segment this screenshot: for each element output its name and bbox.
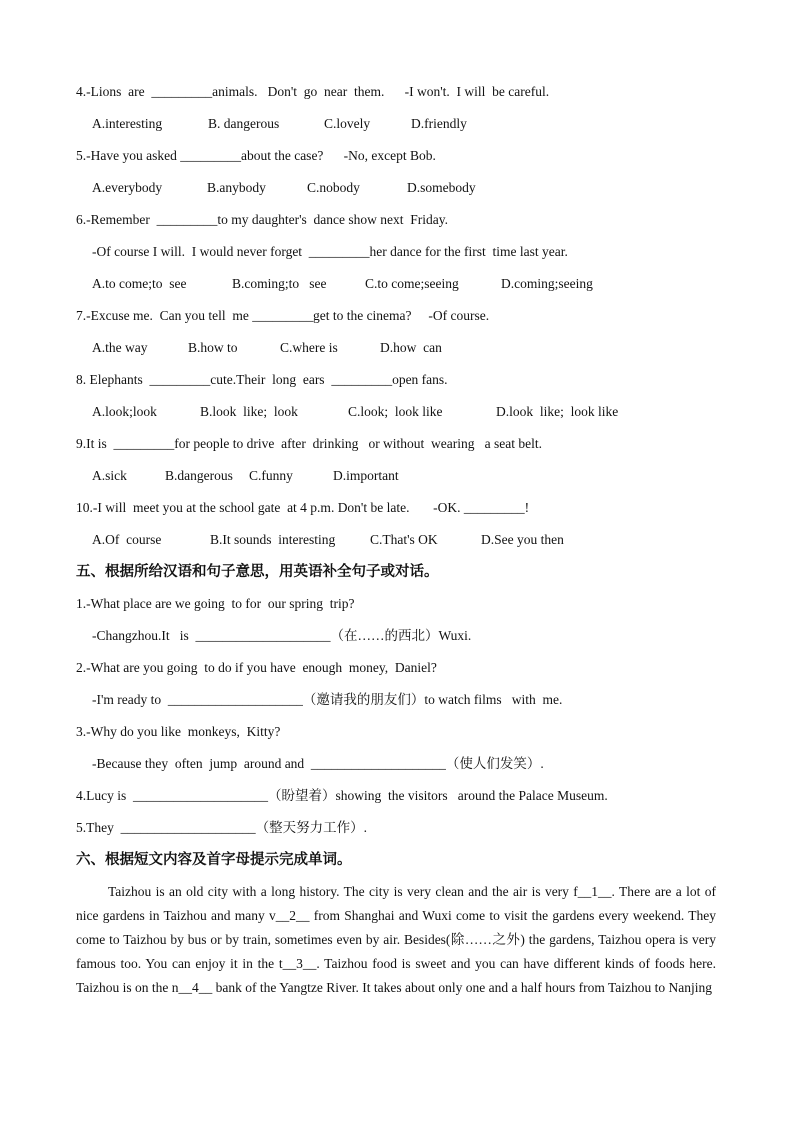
option-B[interactable]: B.how to (188, 340, 238, 355)
question-7-options (76, 332, 716, 364)
option-C[interactable]: C.nobody (307, 180, 360, 195)
question-7-line: 7.-Excuse me. Can you tell me _________get to the cinema? -Of course. (76, 308, 490, 323)
question-6-options (76, 268, 716, 300)
option-A[interactable]: A.to come;to see (92, 276, 187, 291)
section-5-line: -I'm ready to ____________________（邀请我的朋友们）to watch films with me. (92, 692, 563, 707)
option-B[interactable]: B.coming;to see (232, 276, 327, 291)
question-10-line: 10.-I will meet you at the school gate at 4 p.m. Don't be late. -OK. _________! (76, 500, 530, 515)
section-5-line: 5.They ____________________（整天努力工作）. (76, 820, 367, 835)
option-B[interactable]: B.look like; look (200, 404, 298, 419)
option-D[interactable]: D.somebody (407, 180, 476, 195)
worksheet-page (76, 76, 716, 1000)
option-A[interactable]: A.Of course (92, 532, 162, 547)
question-6-line: -Of course I will. I would never forget _________her dance for the first time last year. (92, 244, 568, 259)
option-D[interactable]: D.look like; look like (496, 404, 619, 419)
option-A[interactable]: A.interesting (92, 116, 163, 131)
section-6-passage (76, 880, 716, 1000)
question-9-line: 9.It is _________for people to drive after drinking or without wearing a seat belt. (76, 436, 543, 451)
section-6-title: 六、根据短文内容及首字母提示完成单词。 (76, 852, 352, 868)
option-C[interactable]: C.where is (280, 340, 338, 355)
option-D[interactable]: D.See you then (481, 532, 564, 547)
option-C[interactable]: C.funny (249, 468, 293, 483)
option-B[interactable]: B.dangerous (165, 468, 233, 483)
section-5-line: 1.-What place are we going to for our spring trip? (76, 596, 355, 611)
option-D[interactable]: D.important (333, 468, 399, 483)
passage-text: Taizhou is an old city with a long history. The city is very clean and the air is very f__1__. There are a lot of nice gardens in Taizhou and many v__2__ from Shanghai and Wuxi come to visit the gardens every weekend. They come to Taizhou by bus or by train, sometimes even by air. Besides(除……之外) the gardens, Taizhou opera is very famous too. You can enjoy it in the t__3__. Taizhou food is sweet and you can have different kinds of foods here. Taizhou is on the n__4__ bank of the Yangtze River. It takes about only one and a half hours from Taizhou to Nanjing (76, 884, 716, 995)
option-C[interactable]: C.That's OK (370, 532, 438, 547)
question-8-options (76, 396, 716, 428)
question-4-options (76, 108, 716, 140)
question-8-line: 8. Elephants _________cute.Their long ears _________open fans. (76, 372, 448, 387)
section-5-line: 3.-Why do you like monkeys, Kitty? (76, 724, 281, 739)
section-5-line: -Because they often jump around and ____________________（使人们发笑）. (92, 756, 544, 771)
question-5-line: 5.-Have you asked _________about the case? -No, except Bob. (76, 148, 436, 163)
option-B[interactable]: B.It sounds interesting (210, 532, 336, 547)
option-C[interactable]: C.to come;seeing (365, 276, 459, 291)
question-10-options (76, 524, 716, 556)
option-B[interactable]: B. dangerous (208, 116, 280, 131)
option-C[interactable]: C.look; look like (348, 404, 443, 419)
option-B[interactable]: B.anybody (207, 180, 266, 195)
option-D[interactable]: D.how can (380, 340, 442, 355)
section-5-line: 4.Lucy is ____________________（盼望着）showing the visitors around the Palace Museum. (76, 788, 608, 803)
option-A[interactable]: A.the way (92, 340, 148, 355)
option-A[interactable]: A.sick (92, 468, 127, 483)
option-A[interactable]: A.look;look (92, 404, 157, 419)
section-5-line: -Changzhou.It is ____________________（在……的西北）Wuxi. (92, 628, 472, 643)
option-D[interactable]: D.friendly (411, 116, 467, 131)
question-4-line: 4.-Lions are _________animals. Don't go near them. -I won't. I will be careful. (76, 84, 550, 99)
section-5-lines (76, 588, 716, 844)
section-5-title: 五、根据所给汉语和句子意思，用英语补全句子或对话。 (76, 564, 439, 580)
section-5-line: 2.-What are you going to do if you have enough money, Daniel? (76, 660, 437, 675)
option-C[interactable]: C.lovely (324, 116, 371, 131)
option-A[interactable]: A.everybody (92, 180, 163, 195)
option-D[interactable]: D.coming;seeing (501, 276, 593, 291)
question-6-line: 6.-Remember _________to my daughter's dance show next Friday. (76, 212, 448, 227)
multiple-choice-section (76, 76, 716, 556)
question-9-options (76, 460, 716, 492)
question-5-options (76, 172, 716, 204)
